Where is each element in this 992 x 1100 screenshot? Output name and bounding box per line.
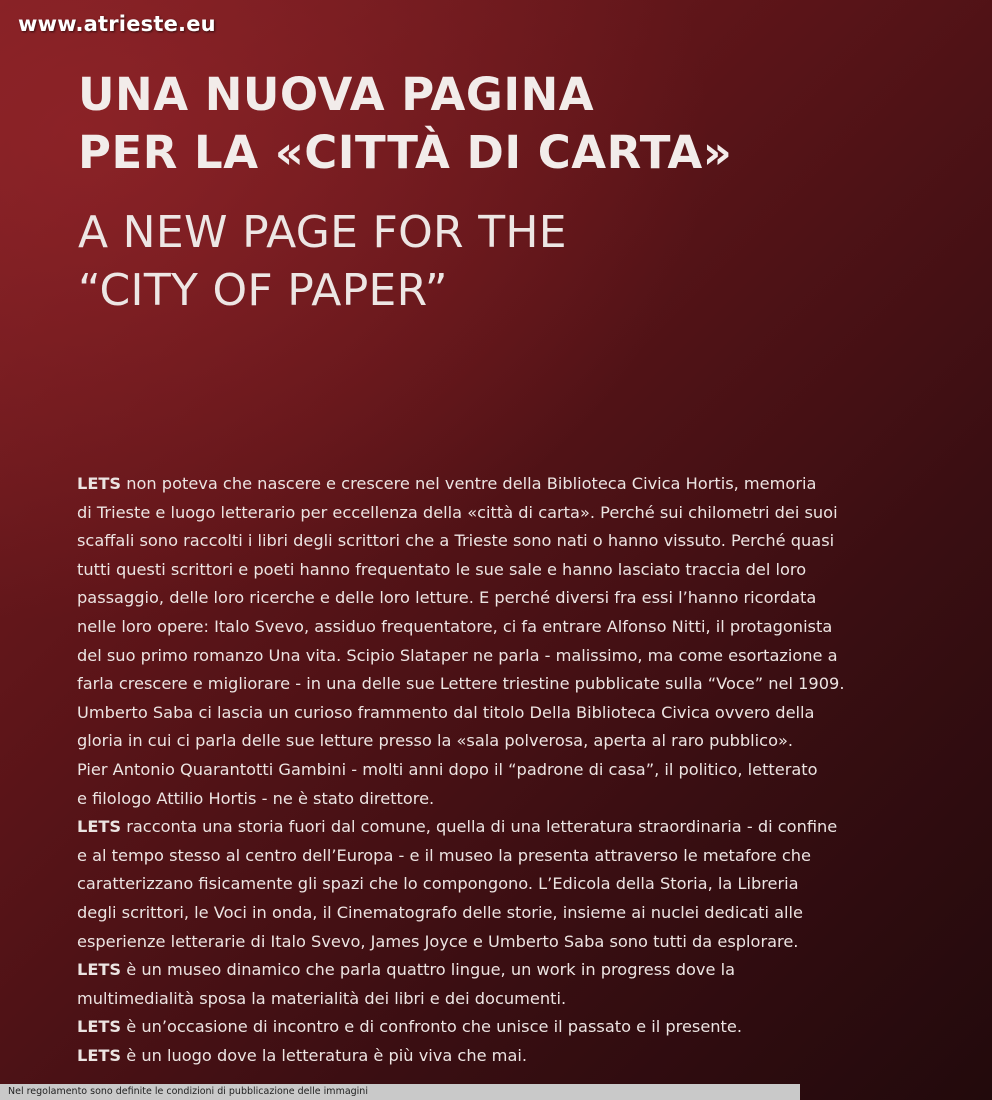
- text-line: esperienze letterarie di Italo Svevo, James Joyce e Umberto Saba sono tutti da esplorare.: [77, 931, 799, 951]
- lets-label: LETS: [77, 1017, 122, 1037]
- text-line: e al tempo stesso al centro dell’Europa - e il museo la presenta attraverso le metafore che: [77, 845, 811, 865]
- text-line: e filologo Attilio Hortis - ne è stato direttore.: [77, 788, 435, 808]
- title-english-line: “CITY OF PAPER”: [78, 265, 448, 316]
- text-line: multimedialità sposa la materialità dei libri e dei documenti.: [77, 988, 567, 1008]
- title-english-line: A NEW PAGE FOR THE: [78, 207, 567, 258]
- text-line: Pier Antonio Quarantotti Gambini - molti anni dopo il “padrone di casa”, il politico, letterato: [77, 759, 818, 779]
- lets-label: LETS: [77, 1045, 122, 1065]
- text-line: LETS racconta una storia fuori dal comune, quella di una letteratura straordinaria - di confine: [77, 817, 838, 837]
- text-line: gloria in cui ci parla delle sue letture presso la «sala polverosa, aperta al raro pubblico».: [77, 731, 794, 751]
- text-line: LETS non poteva che nascere e crescere nel ventre della Biblioteca Civica Hortis, memoria: [77, 474, 817, 493]
- lets-label: LETS: [77, 474, 122, 493]
- text-line: LETS è un luogo dove la letteratura è più viva che mai.: [77, 1045, 528, 1065]
- lets-label: LETS: [77, 960, 122, 980]
- title-italian-line: UNA NUOVA PAGINA: [78, 68, 595, 121]
- footer-note: Nel regolamento sono definite le condizioni di pubblicazione delle immagini: [8, 1086, 368, 1097]
- site-watermark: www.atrieste.eu: [18, 12, 216, 36]
- text-line: LETS è un’occasione di incontro e di confronto che unisce il passato e il presente.: [77, 1017, 743, 1037]
- lets-label: LETS: [77, 817, 122, 837]
- text-line: LETS è un museo dinamico che parla quattro lingue, un work in progress dove la: [77, 960, 736, 980]
- text-line: del suo primo romanzo Una vita. Scipio Slataper ne parla - malissimo, ma come esortazione a: [77, 645, 838, 665]
- text-line: nelle loro opere: Italo Svevo, assiduo frequentatore, ci fa entrare Alfonso Nitti, il protagonista: [77, 616, 833, 636]
- title-english: [78, 204, 567, 320]
- text-line: farla crescere e migliorare - in una delle sue Lettere triestine pubblicate sulla “Voce” nel 1909.: [77, 674, 845, 694]
- text-line: di Trieste e luogo letterario per eccellenza della «città di carta». Perché sui chilometri dei suoi: [77, 502, 838, 522]
- text-line: scaffali sono raccolti i libri degli scrittori che a Trieste sono nati o hanno vissuto. Perché quasi: [77, 531, 835, 551]
- title-italian: [78, 66, 732, 182]
- text-line: passaggio, delle loro ricerche e delle loro letture. E perché diversi fra essi l’hanno ricordata: [77, 588, 817, 608]
- body-paragraph: [77, 470, 937, 1070]
- text-line: Umberto Saba ci lascia un curioso frammento dal titolo Della Biblioteca Civica ovvero della: [77, 702, 815, 722]
- title-italian-line: PER LA «CITTÀ DI CARTA»: [78, 126, 733, 179]
- text-line: degli scrittori, le Voci in onda, il Cinematografo delle storie, insieme ai nuclei dedicati alle: [77, 902, 804, 922]
- text-line: caratterizzano fisicamente gli spazi che lo compongono. L’Edicola della Storia, la Libreria: [77, 874, 799, 894]
- text-line: tutti questi scrittori e poeti hanno frequentato le sue sale e hanno lasciato traccia del loro: [77, 559, 807, 579]
